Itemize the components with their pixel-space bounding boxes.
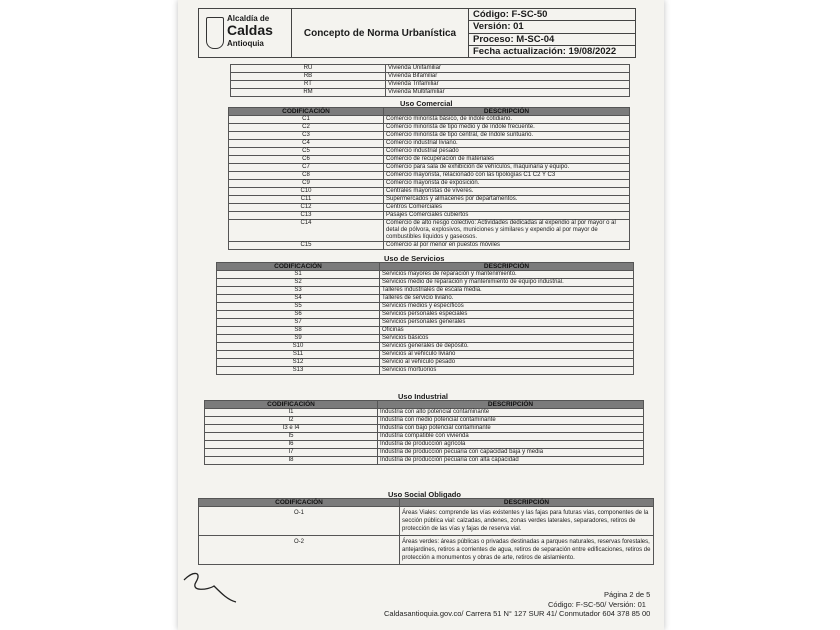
description-cell: Áreas Viales: comprende las vías existentes y las fajas para futuras vías, componentes de la sección pública vial: calzadas, andenes, zonas verdes laterales, separadores, retiros de protección de las vías y fajas de reserva vial. [400,507,654,536]
table-row [199,507,654,536]
description-cell: Oficinas [380,327,634,335]
table-row [217,311,634,319]
logo-line1: Alcaldía de [227,14,270,23]
table-row [229,140,630,148]
code-cell: S13 [217,367,380,375]
table-row [205,433,644,441]
description-cell: Talleres de servicio liviano. [380,295,634,303]
description-cell: Comercio al por menor en puestos móviles [384,242,630,250]
table-row [229,148,630,156]
description-cell: Comercio industrial pesado [384,148,630,156]
table-row [217,367,634,375]
document-title: Concepto de Norma Urbanística [292,9,469,57]
description-cell: Comercio mayorista, relacionado con las tipologías C1 C2 Y C3 [384,172,630,180]
description-cell: Servicios mortuorios [380,367,634,375]
description-cell: Servicios personales especiales [380,311,634,319]
description-cell: Vivienda Multifamiliar [386,89,630,97]
code-cell: C6 [229,156,384,164]
table-row [217,343,634,351]
description-cell: Supermercados y almacenes por departamentos. [384,196,630,204]
table-row [229,116,630,124]
description-cell: Centros Comerciales [384,204,630,212]
description-cell: Vivienda Trifamiliar [386,81,630,89]
table-header-row [205,401,644,409]
table-row [229,164,630,172]
description-cell: Comercio industrial liviano. [384,140,630,148]
description-cell: Pasajes Comerciales cubiertos [384,212,630,220]
footer-address: Caldasantioquia.gov.co/ Carrera 51 N° 127 SUR 41/ Conmutador 604 378 85 00 [384,609,651,618]
table-row [217,271,634,279]
code-cell: I5 [205,433,378,441]
code-cell: S2 [217,279,380,287]
table-row [217,351,634,359]
code-cell: C11 [229,196,384,204]
code-cell: C9 [229,180,384,188]
logo-line2: Caldas [227,22,273,38]
table-row [217,359,634,367]
table-row [217,279,634,287]
column-header-code: CODIFICACIÓN [217,263,380,271]
table-row [205,409,644,417]
coat-of-arms-icon [206,17,224,49]
code-cell: I8 [205,457,378,465]
doc-updated: Fecha actualización: 19/08/2022 [473,45,617,57]
description-cell: Servicios básicos [380,335,634,343]
code-cell: C15 [229,242,384,250]
footer-page: Página 2 de 5 [604,590,651,599]
table-row [217,335,634,343]
description-cell: Comercio para sala de exhibición de vehículos, maquinaria y equipo. [384,164,630,172]
social-title: Uso Social Obligado [388,490,461,499]
code-cell: S6 [217,311,380,319]
code-cell: I6 [205,441,378,449]
table-row [229,204,630,212]
table-row [217,319,634,327]
description-cell: Industria de producción pecuaria con capacidad baja y media [378,449,644,457]
description-cell: Comercio de alto riesgo colectivo: Actividades dedicadas al expendio al por mayor o al detal de pólvora, explosivos, municiones y similares y expendio al por mayor de combustibles líquidos y gaseosos. [384,220,630,242]
alcaldia-logo [199,9,292,57]
code-cell: S12 [217,359,380,367]
description-cell: Comercio de recuperación de materiales [384,156,630,164]
services-table [216,262,634,375]
code-cell: O-1 [199,507,400,536]
signature-mark [180,566,240,606]
description-cell: Comercio mayorista de exposición. [384,180,630,188]
table-row [231,89,630,97]
table-row [231,65,630,73]
table-row [217,303,634,311]
column-header-description: DESCRIPCIÓN [400,499,654,507]
code-cell: S8 [217,327,380,335]
code-cell: C4 [229,140,384,148]
description-cell: Centrales mayoristas de víveres. [384,188,630,196]
industrial-title: Uso Industrial [398,392,449,401]
table-row [229,220,630,242]
code-cell: S1 [217,271,380,279]
code-cell: S9 [217,335,380,343]
description-cell: Servicios generales de depósito. [380,343,634,351]
column-header-description: DESCRIPCIÓN [378,401,644,409]
column-header-description: DESCRIPCIÓN [380,263,634,271]
description-cell: Servicios mayores de reparación y mantenimiento. [380,271,634,279]
code-cell: S7 [217,319,380,327]
table-row [229,132,630,140]
code-cell: O-2 [199,536,400,565]
description-cell: Servicios al vehículo liviano [380,351,634,359]
table-row [229,124,630,132]
document-header [198,8,636,58]
table-row [205,425,644,433]
table-row [231,81,630,89]
code-cell: C5 [229,148,384,156]
services-title: Uso de Servicios [384,254,445,263]
table-row [231,73,630,81]
code-cell: C10 [229,188,384,196]
description-cell: Talleres industriales de escala media. [380,287,634,295]
code-cell: S3 [217,287,380,295]
code-cell: RM [231,89,386,97]
table-row [229,212,630,220]
code-cell: C12 [229,204,384,212]
column-header-code: CODIFICACIÓN [229,108,384,116]
table-row [229,196,630,204]
description-cell: Industria con alto potencial contaminante [378,409,644,417]
code-cell: C1 [229,116,384,124]
code-cell: RU [231,65,386,73]
table-header-row [217,263,634,271]
code-cell: S5 [217,303,380,311]
code-cell: I3 e I4 [205,425,378,433]
table-row [205,457,644,465]
document-meta [469,9,635,57]
logo-line3: Antioquia [227,39,264,48]
code-cell: I7 [205,449,378,457]
commercial-title: Uso Comercial [400,99,453,108]
industrial-table [204,400,644,465]
description-cell: Servicios personales generales [380,319,634,327]
description-cell: Comercio minorista básico, de índole cotidiano. [384,116,630,124]
table-header-row [199,499,654,507]
code-cell: C2 [229,124,384,132]
description-cell: Industria con bajo potencial contaminante [378,425,644,433]
code-cell: C3 [229,132,384,140]
code-cell: S4 [217,295,380,303]
description-cell: Comercio minorista de tipo medio y de índole frecuente. [384,124,630,132]
table-row [229,156,630,164]
table-row [217,295,634,303]
description-cell: Industria compatible con vivienda [378,433,644,441]
footer-code: Código: F-SC-50/ Versión: 01 [548,600,646,609]
table-row [205,417,644,425]
description-cell: Áreas verdes: áreas públicas o privadas destinadas a parques naturales, reservas forestales, antejardines, retiros a corrientes de agua, retiros de separación entre edificaciones, retiros de protección a monumentos y obras de arte, retiros de aislamiento. [400,536,654,565]
table-row [199,536,654,565]
code-cell: I2 [205,417,378,425]
code-cell: RT [231,81,386,89]
table-row [229,242,630,250]
table-row [217,327,634,335]
table-row [217,287,634,295]
code-cell: C7 [229,164,384,172]
description-cell: Vivienda Bifamiliar [386,73,630,81]
description-cell: Industria de producción pecuaria con alta capacidad [378,457,644,465]
doc-process: Proceso: M-SC-04 [469,34,635,46]
social-table [198,498,654,565]
doc-version: Versión: 01 [469,21,635,33]
table-row [229,180,630,188]
doc-code: Código: F-SC-50 [469,9,635,21]
code-cell: S11 [217,351,380,359]
code-cell: RB [231,73,386,81]
column-header-description: DESCRIPCIÓN [384,108,630,116]
table-row [205,449,644,457]
table-header-row [229,108,630,116]
description-cell: Servicios medio de reparación y mantenimiento de equipo industrial. [380,279,634,287]
table-row [205,441,644,449]
description-cell: Servicios medios y específicos [380,303,634,311]
code-cell: C14 [229,220,384,242]
description-cell: Vivienda Unifamiliar [386,65,630,73]
table-row [229,172,630,180]
code-cell: S10 [217,343,380,351]
description-cell: Servicio al vehículo pesado [380,359,634,367]
column-header-code: CODIFICACIÓN [199,499,400,507]
description-cell: Comercio minorista de tipo central, de índole suntuario. [384,132,630,140]
code-cell: C13 [229,212,384,220]
column-header-code: CODIFICACIÓN [205,401,378,409]
code-cell: I1 [205,409,378,417]
description-cell: Industria de producción agrícola [378,441,644,449]
table-row [229,188,630,196]
code-cell: C8 [229,172,384,180]
commercial-table [228,107,630,250]
residential-table [230,64,630,97]
description-cell: Industria con medio potencial contaminante [378,417,644,425]
